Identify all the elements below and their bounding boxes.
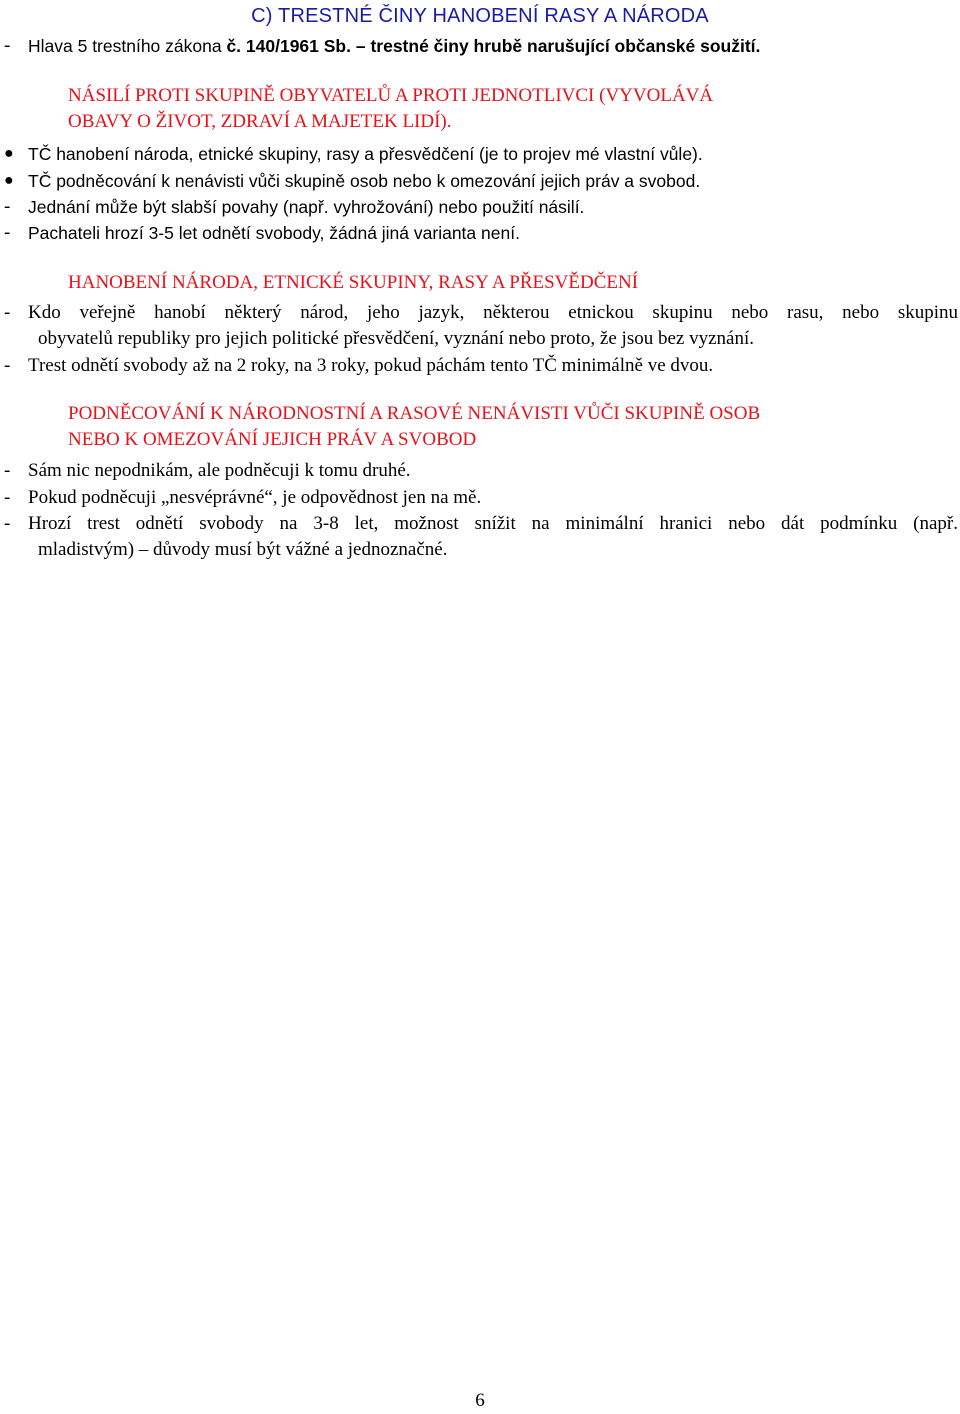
- section2-item1-line1: Kdo veřejně hanobí některý národ, jeho jazyk, některou etnickou skupinu nebo rasu, nebo skupinu: [28, 302, 958, 323]
- dash-marker: -: [4, 513, 11, 534]
- dash-marker: -: [4, 222, 11, 243]
- dash-text: Jednání může být slabší povahy (např. vyhrožování) nebo použití násilí.: [28, 197, 585, 217]
- bullet-text: TČ hanobení národa, etnické skupiny, rasy a přesvědčení (je to projev mé vlastní vůle).: [28, 144, 703, 164]
- bullet-icon: ●: [4, 172, 14, 189]
- section2-heading: HANOBENÍ NÁRODA, ETNICKÉ SKUPINY, RASY A PŘESVĚDČENÍ: [68, 272, 639, 293]
- dash-marker: -: [4, 302, 11, 323]
- dash-marker: -: [4, 487, 11, 508]
- intro-text: [28, 33, 760, 59]
- section2-item2: Trest odnětí svobody až na 2 roky, na 3 roky, pokud páchám tento TČ minimálně ve dvou.: [28, 355, 714, 376]
- section1-heading-line1: NÁSILÍ PROTI SKUPINĚ OBYVATELŮ A PROTI JEDNOTLIVCI (VYVOLÁVÁ: [68, 85, 714, 106]
- dash-marker: -: [4, 35, 11, 56]
- section3-item3-line2: mladistvým) – důvody musí být vážné a jednoznačné.: [38, 539, 448, 560]
- section3-item2: Pokud podněcuji „nesvéprávné“, je odpovědnost jen na mě.: [28, 487, 482, 508]
- section1-heading-line2: OBAVY O ŽIVOT, ZDRAVÍ A MAJETEK LIDÍ).: [68, 111, 452, 132]
- bullet-text: TČ podněcování k nenávisti vůči skupině osob nebo k omezování jejich práv a svobod.: [28, 171, 701, 191]
- dash-marker: -: [4, 196, 11, 217]
- section3-item3-line1: Hrozí trest odnětí svobody na 3-8 let, možnost snížit na minimální hranici nebo dát podmínku (např.: [28, 513, 958, 534]
- section2-item1-line2: obyvatelů republiky pro jejich politické přesvědčení, vyznání nebo proto, že jsou bez vyznání.: [38, 328, 754, 349]
- section3-item1: Sám nic nepodnikám, ale podněcuji k tomu druhé.: [28, 460, 411, 481]
- bullet-icon: ●: [4, 145, 14, 162]
- dash-marker: -: [4, 355, 11, 376]
- dash-marker: -: [4, 460, 11, 481]
- section3-heading-line1: PODNĚCOVÁNÍ K NÁRODNOSTNÍ A RASOVÉ NENÁVISTI VŮČI SKUPINĚ OSOB: [68, 403, 761, 424]
- intro-text-bold: č. 140/1961 Sb. – trestné činy hrubě narušující občanské soužití.: [226, 36, 761, 56]
- page-number: 6: [475, 1390, 485, 1411]
- document-title: C) TRESTNÉ ČINY HANOBENÍ RASY A NÁRODA: [251, 5, 709, 27]
- intro-text-plain: Hlava 5 trestního zákona: [28, 36, 227, 56]
- dash-text: Pachateli hrozí 3-5 let odnětí svobody, žádná jiná varianta není.: [28, 223, 520, 243]
- section3-heading-line2: NEBO K OMEZOVÁNÍ JEJICH PRÁV A SVOBOD: [68, 429, 477, 450]
